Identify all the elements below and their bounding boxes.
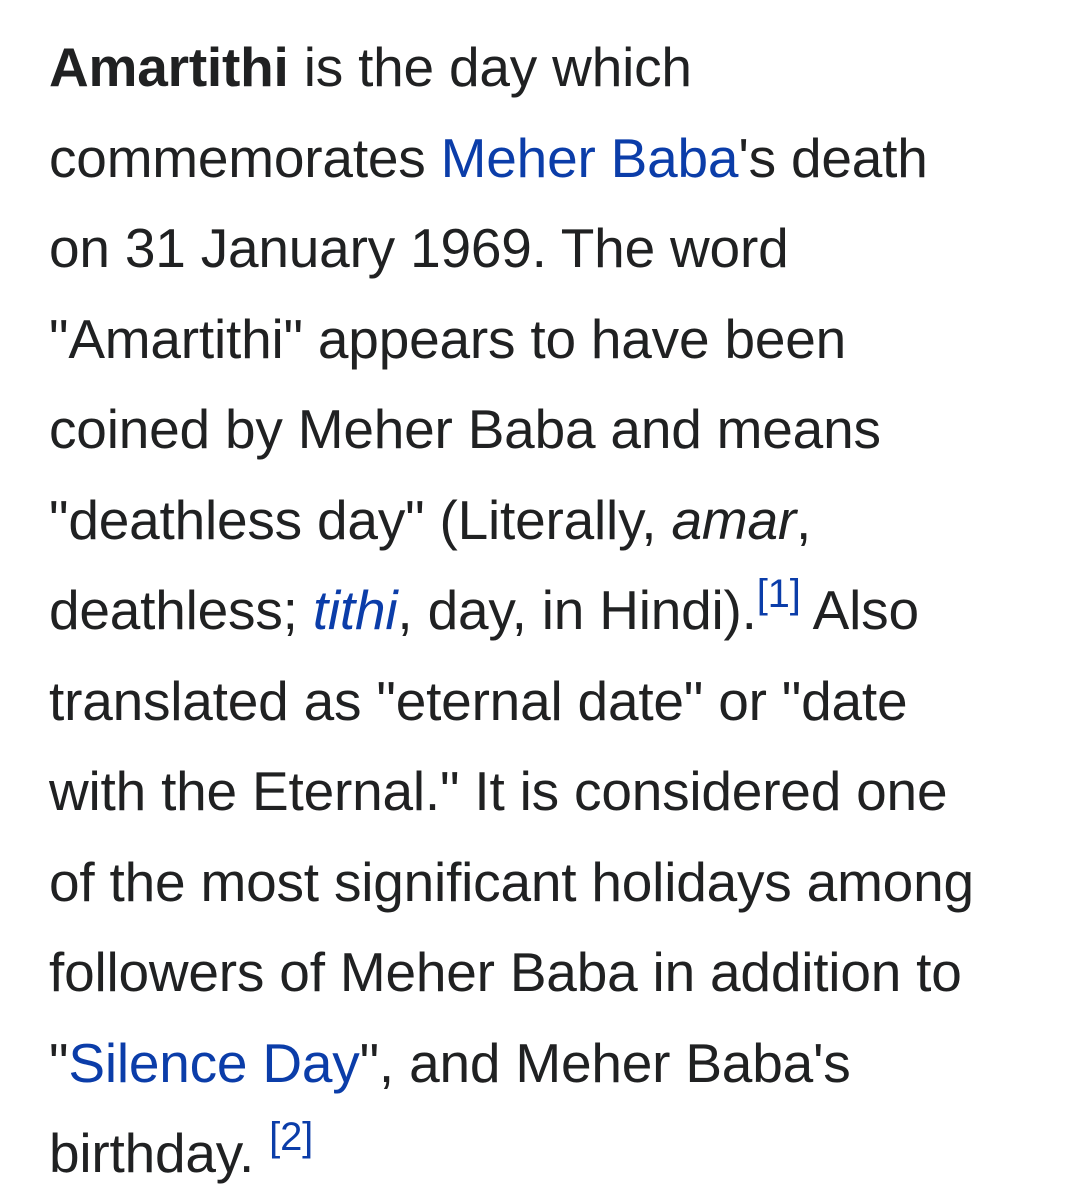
- text-line: [49, 113, 1049, 204]
- text-line: [49, 475, 1049, 566]
- text-line: [49, 656, 1049, 747]
- text-segment: birthday.: [49, 1122, 270, 1184]
- text-segment: commemorates: [49, 126, 441, 189]
- text-segment: is the day which: [288, 36, 692, 98]
- text-segment: followers of Meher Baba in addition to: [49, 941, 962, 1003]
- text-line: [49, 294, 1049, 385]
- text-line: [49, 384, 1049, 475]
- text-line: [49, 22, 1049, 113]
- text-segment: 's death: [738, 126, 928, 189]
- article-paragraph: [49, 22, 1049, 1199]
- text-segment: ", and Meher Baba's: [359, 1031, 851, 1094]
- citation-1[interactable]: [1]: [756, 572, 801, 616]
- article-subject: Amartithi: [49, 36, 289, 98]
- text-line: [49, 565, 1049, 656]
- link-silence-day[interactable]: Silence Day: [68, 1031, 360, 1094]
- text-line: [49, 1108, 1049, 1199]
- text-line: [49, 1018, 1049, 1109]
- text-segment: ,: [795, 488, 812, 551]
- text-line: [49, 837, 1049, 928]
- link-meher-baba[interactable]: Meher Baba: [440, 126, 739, 189]
- text-segment: of the most significant holidays among: [49, 850, 974, 913]
- text-line: [49, 927, 1049, 1018]
- citation-2[interactable]: [2]: [269, 1115, 314, 1159]
- text-segment: coined by Meher Baba and means: [49, 398, 881, 460]
- text-segment: with the Eternal." It is considered one: [49, 760, 948, 822]
- text-segment: translated as "eternal date" or "date: [49, 669, 908, 732]
- text-segment: ": [49, 1031, 69, 1094]
- link-tithi[interactable]: tithi: [312, 579, 398, 641]
- text-segment: "Amartithi" appears to have been: [49, 307, 847, 370]
- text-line: [49, 746, 1049, 837]
- text-segment: Also: [800, 579, 919, 641]
- text-line: [49, 203, 1049, 294]
- text-segment: "deathless day" (Literally,: [49, 488, 672, 551]
- text-segment: on 31 January 1969. The word: [49, 217, 789, 279]
- text-segment: , day, in Hindi).: [397, 579, 757, 641]
- text-segment: deathless;: [49, 579, 313, 641]
- text-segment: amar: [671, 488, 796, 551]
